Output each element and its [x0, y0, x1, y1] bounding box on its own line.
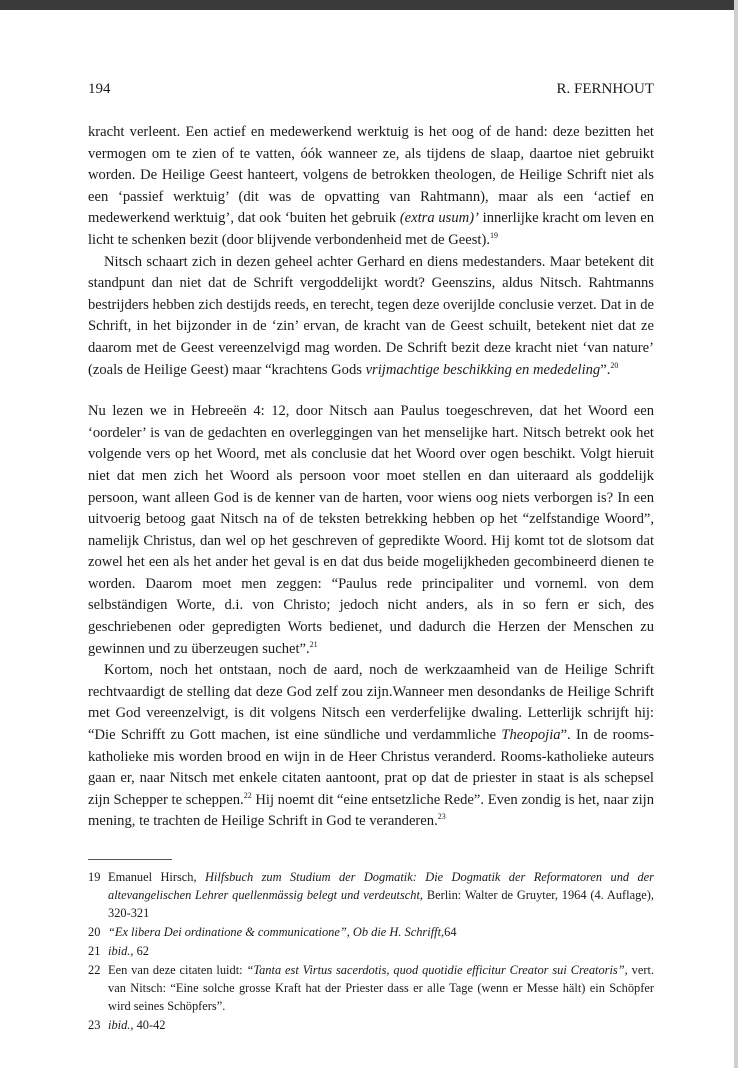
footnote-ref-20[interactable]: 20	[610, 360, 619, 370]
paragraph-2: Nitsch schaart zich in dezen geheel achter Gerhard en diens medestanders. Maar betekent dit standpunt dan niet dat de Schrift vergoddelijkt wordt? Geenszins, aldus Nitsch. Rahtmanns bestrijders hebben zich destijds reeds, en terecht, tegen deze overijlde conclusie verzet. Dat in de Schrift, in het bijzonder in de ‘zin’ ervan, de kracht van de Geest schuilt, betekent niet dat ze daarom met de Geest vereenzelvigd mag worden. De Schrift bezit deze kracht niet ‘van nature’ (zoals de Heilige Geest) maar “krachtens Gods vrijmachtige beschikking en mededeling”.$^{20}$	[88, 253, 654, 378]
footnote-23: 23 ibid., 40-42	[88, 1018, 166, 1032]
footnote-ref-23[interactable]: 23	[437, 812, 446, 822]
running-header	[88, 78, 654, 100]
footnotes	[88, 868, 654, 1034]
footnote-ref-22[interactable]: 22	[243, 790, 252, 800]
footnote-20: 20 “Ex libera Dei ordinatione & communicatione”, Ob die H. Schrifft,64	[88, 925, 457, 939]
footnote-divider	[88, 859, 172, 860]
paragraph-4: Kortom, noch het ontstaan, noch de aard, noch de werkzaamheid van de Heilige Schrift rechtvaardigt de stelling dat deze God zelf zou zijn.Wanneer men desondanks de Heilige Schrift met God vereenzelvigt, is dit volgens Nitsch een verderfelijke dwaling. Letterlijk schrijft hij: “Die Schrifft zu Gott machen, ist eine sündliche und verdammliche Theopojia”. In de rooms-katholieke mis worden brood en wijn in de Heer Christus veranderd. Rooms-katholieke auteurs gaan er, naar Nitsch met enkele citaten aantoont, prat op dat de priester in staat is als schepsel zijn Schepper te scheppen.$^{22}$ Hij noemt dit “eine entsetzliche Rede”. Even zondig is het, naar zijn mening, te trachten de Heilige Schrift in God te veranderen.$^{23}$	[88, 662, 654, 830]
book-page	[88, 78, 654, 1035]
footnote-21: 21 ibid., 62	[88, 944, 149, 958]
page-number: 194	[88, 81, 111, 97]
running-title: R. FERNHOUT	[556, 81, 654, 97]
paragraph-3: Nu lezen we in Hebreeën 4: 12, door Nitsch aan Paulus toegeschreven, dat het Woord een ‘oordeler’ is van de gedachten en overleggingen van het menselijke hart. Nitsch betrekt ook het volgende vers op het Woord, met als conclusie dat het Woord over ogen beschikt. Volgt hieruit niet dat men zich het Woord als persoon voor moet stellen en dan uiteraard als goddelijk persoon, want alleen God is de kenner van de harten, voor wiens oog niets verborgen is? In een uitvoerig betoog gaat Nitsch na of de teksten betrekking hebben op het “zelfstandige Woord”, namelijk Christus, dan wel op het geschreven of gepredikte Woord. Hij komt tot de slotsom dat zowel het een als het ander het geval is en dat dus beide mogelijkheden gecombineerd dienen te worden. Daarom moet men zeggen: “Paulus rede principaliter und vorneml. von dem selbständigen Worte, d.i. von Christo; jedoch nicht anders, als in so fern er sich, des geschriebenen oder gepredigten Worts bedienet, und dadurch die Herzen der Menschen zu gewinnen und zu überzeugen suchet”.$^{21}$	[88, 403, 654, 657]
scan-top-border	[0, 0, 738, 10]
footnote-22: 22 Een van deze citaten luidt: “Tanta est Virtus sacerdotis, quod quotidie efficitur Creator sui Creatoris”, vert. van Nitsch: “Eine solche grosse Kraft hat der Priester dass er alle Tage (wenn er Messe hält) ein Schöpfer wird seines Schöpfers”.	[88, 963, 654, 1013]
body-text	[88, 122, 654, 833]
paragraph-1: kracht verleent. Een actief en medewerkend werktuig is het oog of de hand: deze bezitten het vermogen om te zien of te vatten, óók wanneer ze, als tijdens de slaap, daartoe niet gebruikt worden. De Heilige Geest hanteert, volgens de betrokken theologen, de Heilige Schrift niet als een ‘passief werktuig’ (dit was de opvatting van Rahtmann), maar als een ‘actief en medewerkend werktuig’, dat ook ‘buiten het gebruik (extra usum)’ innerlijke kracht om leven en licht te schenken bezit (door blijvende verbondenheid met de Geest).$^{19}$	[88, 124, 654, 248]
footnote-ref-19[interactable]: 19	[490, 230, 498, 240]
footnote-ref-21[interactable]: 21	[309, 639, 318, 649]
scan-right-edge	[734, 0, 738, 1068]
footnote-19: 19 Emanuel Hirsch, Hilfsbuch zum Studium der Dogmatik: Die Dogmatik der Reformatoren und der altevangelischen Lehrer quellenmässig belegt und verdeutscht, Berlin: Walter de Gruyter, 1964 (4. Auflage), 320-321	[88, 870, 654, 920]
